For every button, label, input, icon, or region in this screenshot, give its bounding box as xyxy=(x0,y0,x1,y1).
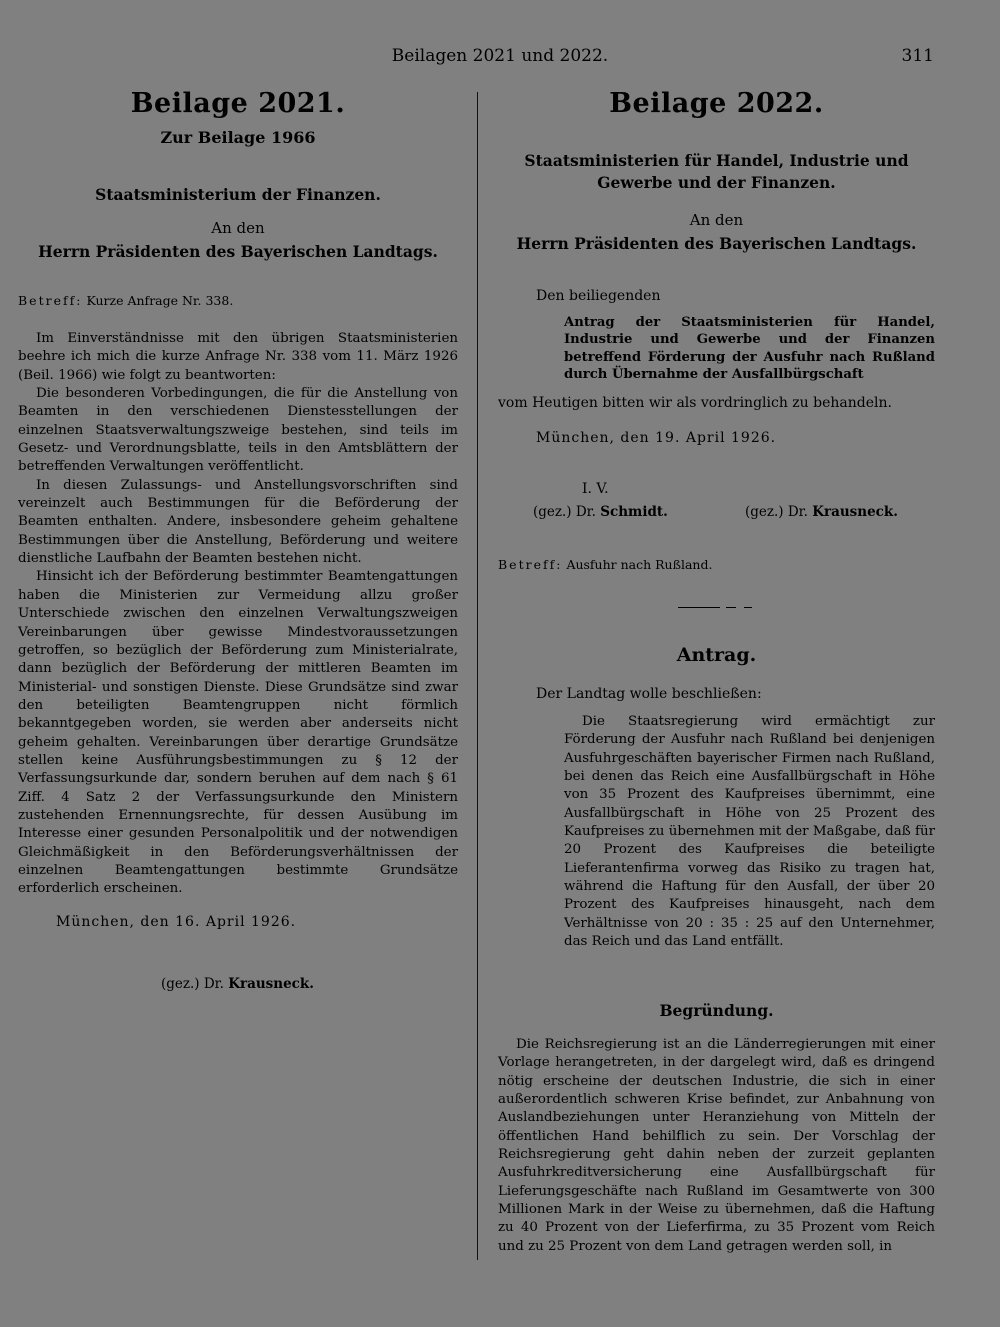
left-ministry: Staatsministerium der Finanzen. xyxy=(95,185,381,204)
left-paragraph-4: Hinsicht ich der Beförderung bestimmter Beamtengattungen haben die Ministerien zur Vermeidung allzu großer Unterschiede zwischen den einzelnen Verwaltungszweigen Vereinbarungen über gewisse Mindestvoraussetzungen getroffen, so bezüglich der Beförderung zum Ministerialrate, dann bezüglich der Beförderung der mittleren Beamten im Ministerial- und sonstigen Dienste. Diese Grundsätze sind zwar den beteiligten Beamtengruppen nicht förmlich bekanntgegeben worden, sie werden aber anderseits nicht geheim gehalten. Vereinbarungen über derartige Grundsätze stellen keine Ausführungsbestimmungen zu § 12 der Verfassungsurkunde dar, sondern beruhen auf dem nach § 61 Ziff. 4 Satz 2 der Verfassungsurkunde den Ministern zustehenden Ernennungsrechte, für dessen Ausübung im Interesse einer gesunden Personalpolitik und der notwendigen Gleichmäßigkeit in den Beförderungsverhältnissen der einzelnen Beamtengattungen bestimmte Grundsätze erforderlich erscheinen. xyxy=(18,569,458,897)
right-antrag-paragraph: Die Staatsregierung wird ermächtigt zur Förderung der Ausfuhr nach Rußland bei denjenigen Ausfuhrgeschäften bayerischer Firmen nach Rußland, bei denen das Reich eine Ausfallbürgschaft in Höhe von 35 Prozent des Kaufpreises übernimmt, eine Ausfallbürgschaft in Höhe von 25 Prozent des Kaufpreises zu übernehmen mit der Maßgabe, daß für 20 Prozent des Kaufpreises die beteiligte Lieferantenfirma vorweg das Risiko zu tragen hat, während die Haftung für den Ausfall, der über 20 Prozent des Kaufpreises hinausgeht, nach dem Verhältnisse von 20 : 35 : 25 auf den Unternehmer, das Reich und das Land entfällt. xyxy=(564,714,935,950)
left-signature-prefix: (gez.) Dr. xyxy=(161,976,224,992)
right-request: vom Heutigen bitten wir als vordringlich zu behandeln. xyxy=(498,395,892,411)
right-ministries: Staatsministerien für Handel, Industrie und Gewerbe und der Finanzen. xyxy=(524,151,909,192)
separator-rule-short xyxy=(726,607,736,608)
right-betreff xyxy=(498,557,935,572)
right-betreff-label: Betreff: xyxy=(498,557,563,572)
right-title: Beilage 2022. xyxy=(609,88,824,119)
right-signature-2 xyxy=(745,504,935,520)
left-paragraph-2: Die besonderen Vorbedingungen, die für die Anstellung von Beamten in den verschiedenen Dienstesstellungen der einzelnen Staatsverwaltungszweige bestehen, sind teils im Gesetz- und Verordnungsblatte, teils in den Amtsblättern der betreffenden Verwaltungen veröffentlicht. xyxy=(18,386,458,475)
left-betreff xyxy=(18,293,458,308)
right-signature-1-prefix: (gez.) Dr. xyxy=(533,504,596,520)
right-signature-2-name: Krausneck. xyxy=(812,504,898,520)
left-betreff-text: Kurze Anfrage Nr. 338. xyxy=(86,293,234,308)
left-subtitle: Zur Beilage 1966 xyxy=(160,128,316,147)
right-place-date: München, den 19. April 1926. xyxy=(536,430,777,446)
left-an-den: An den xyxy=(211,219,265,237)
right-antrag-intro: Der Landtag wolle beschließen: xyxy=(536,686,762,702)
right-begruendung-paragraph: Die Reichsregierung ist an die Länderregierungen mit einer Vorlage herangetreten, in der dargelegt wird, daß es dringend nötig erscheine der deutschen Industrie, die sich in einer außerordentlich schweren Krise befindet, zur Anbahnung von Auslandbeziehungen unter Heranziehung von Mitteln der öffentlichen Hand behilflich zu sein. Der Vorschlag der Reichsregierung geht dahin neben der zurzeit geplanten Ausfuhrkreditversicherung eine Ausfallbürgschaft für Lieferungsgeschäfte nach Rußland im Gesamtwerte von 300 Millionen Mark in der Weise zu übernehmen, daß die Haftung zu 40 Prozent von der Lieferfirma, zu 35 Prozent vom Reich und zu 25 Prozent von dem Land getragen werden soll, in xyxy=(498,1037,935,1254)
separator-rule-long xyxy=(678,607,720,608)
right-addressee: Herrn Präsidenten des Bayerischen Landtags. xyxy=(516,234,917,253)
right-signature-1-name: Schmidt. xyxy=(600,504,668,520)
right-betreff-text: Ausfuhr nach Rußland. xyxy=(566,557,713,572)
right-begruendung-heading: Begründung. xyxy=(659,1001,774,1020)
right-an-den: An den xyxy=(689,211,744,229)
running-title: Beilagen 2021 und 2022. xyxy=(391,46,609,66)
left-title: Beilage 2021. xyxy=(130,88,346,119)
left-body xyxy=(18,330,458,899)
right-antrag-heading: Antrag. xyxy=(676,644,757,666)
separator-rule-tail xyxy=(744,607,752,608)
right-iv: I. V. xyxy=(582,481,609,497)
column-divider xyxy=(477,92,478,1260)
right-antrag-title-paragraph: Antrag der Staatsministerien für Handel, Industrie und Gewerbe und der Finanzen betreffend Förderung der Ausfuhr nach Rußland durch Übernahme der Ausfallbürgschaft xyxy=(564,315,935,383)
page-number: 311 xyxy=(901,46,934,66)
left-place-date: München, den 16. April 1926. xyxy=(56,914,297,930)
left-paragraph-3: In diesen Zulassungs- und Anstellungsvorschriften sind vereinzelt auch Bestimmungen für die Beförderung der Beamten enthalten. Andere, insbesondere geheim gehaltene Bestimmungen über die Anstellung, Beförderung und weitere dienstliche Laufbahn der Beamten bestehen nicht. xyxy=(18,477,458,567)
left-signature-name: Krausneck. xyxy=(228,976,314,992)
right-signature-2-prefix: (gez.) Dr. xyxy=(745,504,808,520)
page-header xyxy=(0,46,1000,76)
left-betreff-label: Betreff: xyxy=(18,293,83,308)
left-paragraph-1: Im Einverständnisse mit den übrigen Staatsministerien beehre ich mich die kurze Anfrage Nr. 338 vom 11. März 1926 (Beil. 1966) wie folgt zu beantworten: xyxy=(18,331,458,383)
right-intro: Den beiliegenden xyxy=(536,288,661,304)
right-antrag-text xyxy=(564,713,935,951)
left-addressee: Herrn Präsidenten des Bayerischen Landtags. xyxy=(38,242,438,261)
left-signature xyxy=(161,976,458,992)
right-begruendung-text xyxy=(498,1036,935,1256)
